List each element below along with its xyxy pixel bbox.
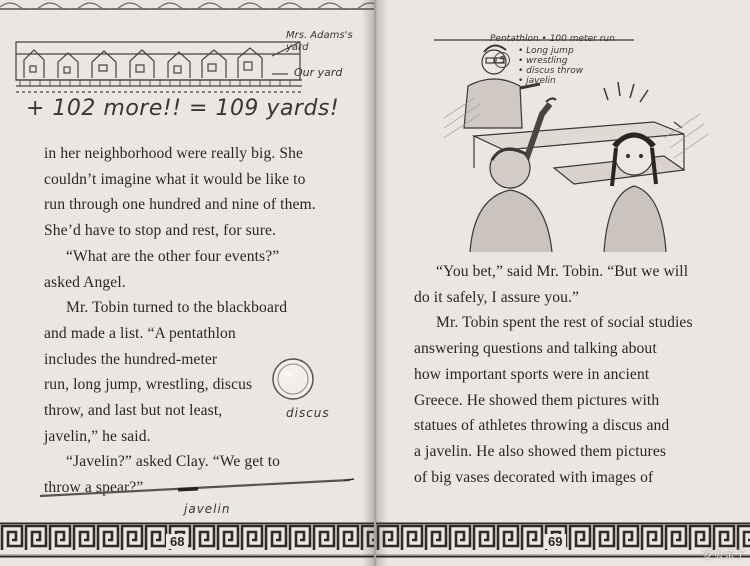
board-list-item: • discus throw bbox=[518, 66, 584, 76]
text-line: run, long jump, wrestling, discus bbox=[44, 376, 253, 394]
text-line: answering questions and talking about bbox=[414, 340, 657, 358]
text-line: javelin,” he said. bbox=[44, 427, 151, 445]
book-gutter bbox=[362, 0, 388, 566]
text-line: “What are the other four events?” bbox=[66, 247, 280, 265]
board-list-item: • Long jump bbox=[518, 46, 574, 56]
board-list-item: • javelin bbox=[518, 76, 556, 86]
yards-equation: + 102 more!! = 109 yards! bbox=[26, 96, 340, 121]
board-item-1: • 100 meter run bbox=[541, 34, 615, 44]
left-page bbox=[0, 0, 374, 566]
right-page-text bbox=[414, 259, 712, 490]
text-line: Greece. He showed them pictures with bbox=[414, 391, 660, 409]
right-page bbox=[376, 0, 750, 566]
text-line: asked Angel. bbox=[44, 273, 126, 291]
text-line: statues of athletes throwing a discus and bbox=[414, 417, 670, 435]
text-line: throw a spear?” bbox=[44, 479, 144, 497]
javelin-illustration bbox=[38, 476, 358, 500]
text-line: couldn’t imagine what it would be like to bbox=[44, 170, 306, 188]
label-discus: discus bbox=[286, 406, 330, 420]
label-our-yard: Our yard bbox=[294, 66, 343, 79]
label-javelin: javelin bbox=[184, 502, 231, 516]
text-line: “You bet,” said Mr. Tobin. “But we will bbox=[436, 263, 689, 280]
house-icons bbox=[24, 48, 262, 78]
text-line: includes the hundred-meter bbox=[44, 350, 218, 368]
page-number: 68 bbox=[166, 534, 188, 549]
discus-illustration bbox=[268, 354, 318, 404]
text-line: of big vases decorated with images of bbox=[414, 468, 654, 486]
text-line: in her neighborhood were really big. She bbox=[44, 145, 304, 162]
board-title bbox=[490, 34, 615, 44]
text-line: “Javelin?” asked Clay. “We get to bbox=[66, 453, 281, 471]
board-number: 5 bbox=[494, 52, 510, 68]
board-heading: Pentathlon bbox=[490, 34, 539, 44]
board-list-item: • wrestling bbox=[518, 56, 568, 66]
left-page-text bbox=[44, 141, 324, 501]
text-line: how important sports were in ancient bbox=[414, 365, 650, 383]
label-neighbor-yard: Mrs. Adams's yard bbox=[286, 30, 353, 53]
page-number: 69 bbox=[544, 534, 566, 549]
text-line: throw, and last but not least, bbox=[44, 402, 223, 420]
text-line: She’d have to stop and rest, for sure. bbox=[44, 222, 277, 240]
text-line: Mr. Tobin turned to the blackboard bbox=[66, 299, 288, 317]
board-list bbox=[518, 46, 583, 86]
text-line: do it safely, I assure you.” bbox=[414, 288, 580, 306]
text-line: and made a list. “A pentathlon bbox=[44, 324, 236, 342]
watermark-logo: 爱贝亲子 bbox=[702, 548, 746, 561]
text-line: a javelin. He also showed them pictures bbox=[414, 442, 667, 460]
text-line: Mr. Tobin spent the rest of social studies bbox=[436, 314, 693, 332]
text-line: run through one hundred and nine of them. bbox=[44, 196, 316, 214]
greek-key-border-top bbox=[0, 0, 374, 10]
